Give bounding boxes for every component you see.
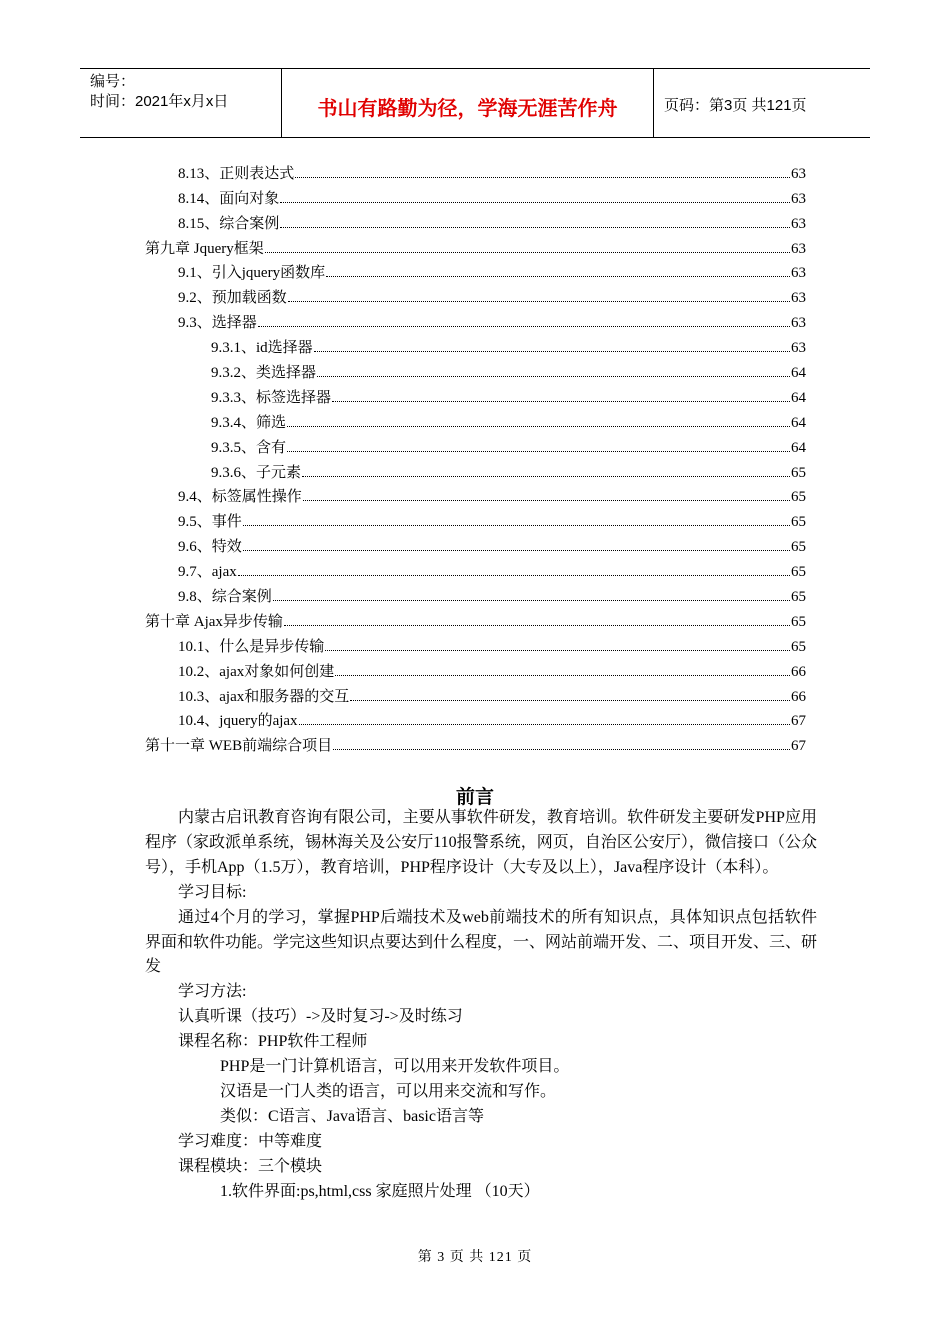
toc-dot-leader [243, 525, 790, 526]
toc-entry-title: 9.6、特效 [178, 539, 242, 556]
toc-entry-title: 9.7、ajax [178, 564, 237, 581]
toc-entry-page: 67 [791, 738, 806, 755]
toc-dot-leader [326, 276, 790, 277]
toc-entry-title: 第十章 Ajax异步传输 [145, 613, 283, 630]
toc-entry-title: 8.15、综合案例 [178, 215, 280, 232]
toc-entry-title: 9.3.1、id选择器 [211, 340, 313, 357]
toc-dot-leader [335, 675, 790, 676]
toc-dot-leader [333, 749, 790, 750]
toc-entry-page: 63 [791, 290, 806, 307]
chinese-desc: 汉语是一门人类的语言，可以用来交流和写作。 [220, 1082, 557, 1100]
header-page-label: 页码：第3页 共121页 [664, 96, 807, 114]
toc-dot-leader [295, 177, 790, 178]
goal-text: 通过4个月的学习，掌握PHP后端技术及web前端技术的所有知识点，具体知识点包括软件界面和软件功能。学完这些知识点要达到什么程度，一、网站前端开发、二、项目开发、三、研发 [145, 908, 818, 976]
toc-entry[interactable] [145, 158, 806, 183]
toc-entry[interactable] [145, 208, 806, 233]
toc-dot-leader [317, 376, 790, 377]
header-meta [80, 69, 282, 137]
toc-dot-leader [350, 700, 790, 701]
toc-entry-title: 9.1、引入jquery函数库 [178, 265, 326, 282]
toc-entry-title: 9.3.5、含有 [211, 439, 287, 456]
toc-entry[interactable] [145, 706, 806, 731]
toc-entry-title: 8.14、面向对象 [178, 190, 280, 207]
preface-title: 前言 [455, 786, 494, 808]
number-label: 编号： [90, 73, 136, 90]
toc-entry-title: 9.3.4、筛选 [211, 414, 287, 431]
toc-entry[interactable] [145, 432, 806, 457]
toc-dot-leader [332, 401, 790, 402]
toc-entry-title: 10.4、jquery的ajax [178, 713, 298, 730]
table-of-contents [145, 158, 806, 755]
toc-entry-page: 64 [791, 365, 806, 382]
toc-entry-page: 65 [791, 464, 806, 481]
toc-entry[interactable] [145, 282, 806, 307]
toc-entry-page: 67 [791, 713, 806, 730]
toc-entry[interactable] [145, 407, 806, 432]
toc-entry[interactable] [145, 457, 806, 482]
toc-entry-page: 65 [791, 489, 806, 506]
toc-entry-page: 65 [791, 613, 806, 630]
toc-entry-title: 9.3.3、标签选择器 [211, 389, 332, 406]
toc-entry-title: 9.4、标签属性操作 [178, 489, 302, 506]
toc-entry-page: 63 [791, 340, 806, 357]
method-text: 认真听课（技巧）->及时复习->及时练习 [178, 1008, 463, 1026]
toc-dot-leader [299, 724, 790, 725]
toc-entry-page: 64 [791, 439, 806, 456]
toc-entry[interactable] [145, 332, 806, 357]
toc-entry[interactable] [145, 681, 806, 706]
toc-entry[interactable] [145, 357, 806, 382]
toc-entry[interactable] [145, 581, 806, 606]
goal-label: 学习目标: [178, 883, 247, 901]
toc-entry[interactable] [145, 307, 806, 332]
toc-entry-page: 65 [791, 564, 806, 581]
method-label: 学习方法: [178, 983, 247, 1001]
page-footer: 第 3 页 共 121 页 [417, 1250, 533, 1265]
toc-entry-page: 65 [791, 638, 806, 655]
toc-dot-leader [287, 451, 790, 452]
toc-entry-title: 10.2、ajax对象如何创建 [178, 663, 335, 680]
toc-dot-leader [314, 351, 790, 352]
toc-entry-page: 64 [791, 414, 806, 431]
toc-entry-page: 63 [791, 215, 806, 232]
toc-entry-title: 9.3.6、子元素 [211, 464, 302, 481]
toc-dot-leader [287, 426, 790, 427]
toc-entry[interactable] [145, 606, 806, 631]
toc-dot-leader [265, 252, 790, 253]
module-1: 1.软件界面:ps,html,css 家庭照片处理 （10天） [220, 1182, 540, 1200]
course-name: 课程名称：PHP软件工程师 [178, 1033, 368, 1051]
toc-dot-leader [238, 575, 790, 576]
toc-entry[interactable] [145, 656, 806, 681]
toc-dot-leader [243, 550, 790, 551]
difficulty: 学习难度：中等难度 [178, 1132, 323, 1150]
toc-entry-page: 65 [791, 539, 806, 556]
toc-dot-leader [280, 202, 790, 203]
toc-dot-leader [258, 326, 790, 327]
toc-dot-leader [288, 301, 790, 302]
toc-entry-title: 9.8、综合案例 [178, 589, 272, 606]
toc-entry[interactable] [145, 258, 806, 283]
toc-entry[interactable] [145, 631, 806, 656]
toc-dot-leader [284, 625, 790, 626]
time-label: 时间：2021年x月x日 [90, 93, 229, 110]
page-header [80, 68, 870, 138]
toc-entry[interactable] [145, 531, 806, 556]
header-motto: 书山有路勤为径，学海无涯苦作舟 [282, 69, 654, 137]
toc-entry-title: 9.2、预加载函数 [178, 290, 287, 307]
similar-languages: 类似：C语言、Java语言、basic语言等 [220, 1107, 484, 1125]
toc-entry[interactable] [145, 382, 806, 407]
toc-entry[interactable] [145, 482, 806, 507]
toc-entry-page: 66 [791, 688, 806, 705]
toc-entry-title: 10.3、ajax和服务器的交互 [178, 688, 350, 705]
toc-entry-page: 63 [791, 165, 806, 182]
toc-entry-title: 8.13、正则表达式 [178, 165, 295, 182]
toc-entry-page: 65 [791, 589, 806, 606]
toc-entry-title: 第十一章 WEB前端综合项目 [145, 738, 333, 755]
preface-body [145, 806, 817, 1205]
toc-dot-leader [303, 500, 790, 501]
toc-dot-leader [273, 600, 790, 601]
toc-dot-leader [280, 227, 790, 228]
toc-entry-page: 63 [791, 265, 806, 282]
toc-entry-page: 65 [791, 514, 806, 531]
toc-entry-page: 64 [791, 389, 806, 406]
toc-dot-leader [325, 650, 790, 651]
toc-entry-page: 63 [791, 240, 806, 257]
toc-entry-page: 63 [791, 315, 806, 332]
toc-entry-title: 9.3.2、类选择器 [211, 365, 317, 382]
toc-entry-title: 第九章 Jquery框架 [145, 240, 264, 257]
toc-entry[interactable] [145, 556, 806, 581]
toc-entry-page: 63 [791, 190, 806, 207]
preface-intro: 内蒙古启讯教育咨询有限公司，主要从事软件研发，教育培训。软件研发主要研发PHP应用程序（家政派单系统，锡林海关及公安厅110报警系统，网页，自治区公安厅），微信接口（公众号），手机App（1.5万），教育培训，PHP程序设计（大专及以上），Java程序设计（本科）。 [145, 809, 817, 876]
php-desc: PHP是一门计算机语言，可以用来开发软件项目。 [220, 1058, 570, 1076]
modules: 课程模块：三个模块 [178, 1157, 323, 1175]
toc-entry[interactable] [145, 506, 806, 531]
toc-entry[interactable] [145, 233, 806, 258]
toc-entry[interactable] [145, 730, 806, 755]
toc-entry-title: 9.3、选择器 [178, 315, 257, 332]
toc-entry-page: 66 [791, 663, 806, 680]
toc-entry[interactable] [145, 183, 806, 208]
toc-dot-leader [302, 476, 790, 477]
toc-entry-title: 10.1、什么是异步传输 [178, 638, 325, 655]
toc-entry-title: 9.5、事件 [178, 514, 242, 531]
